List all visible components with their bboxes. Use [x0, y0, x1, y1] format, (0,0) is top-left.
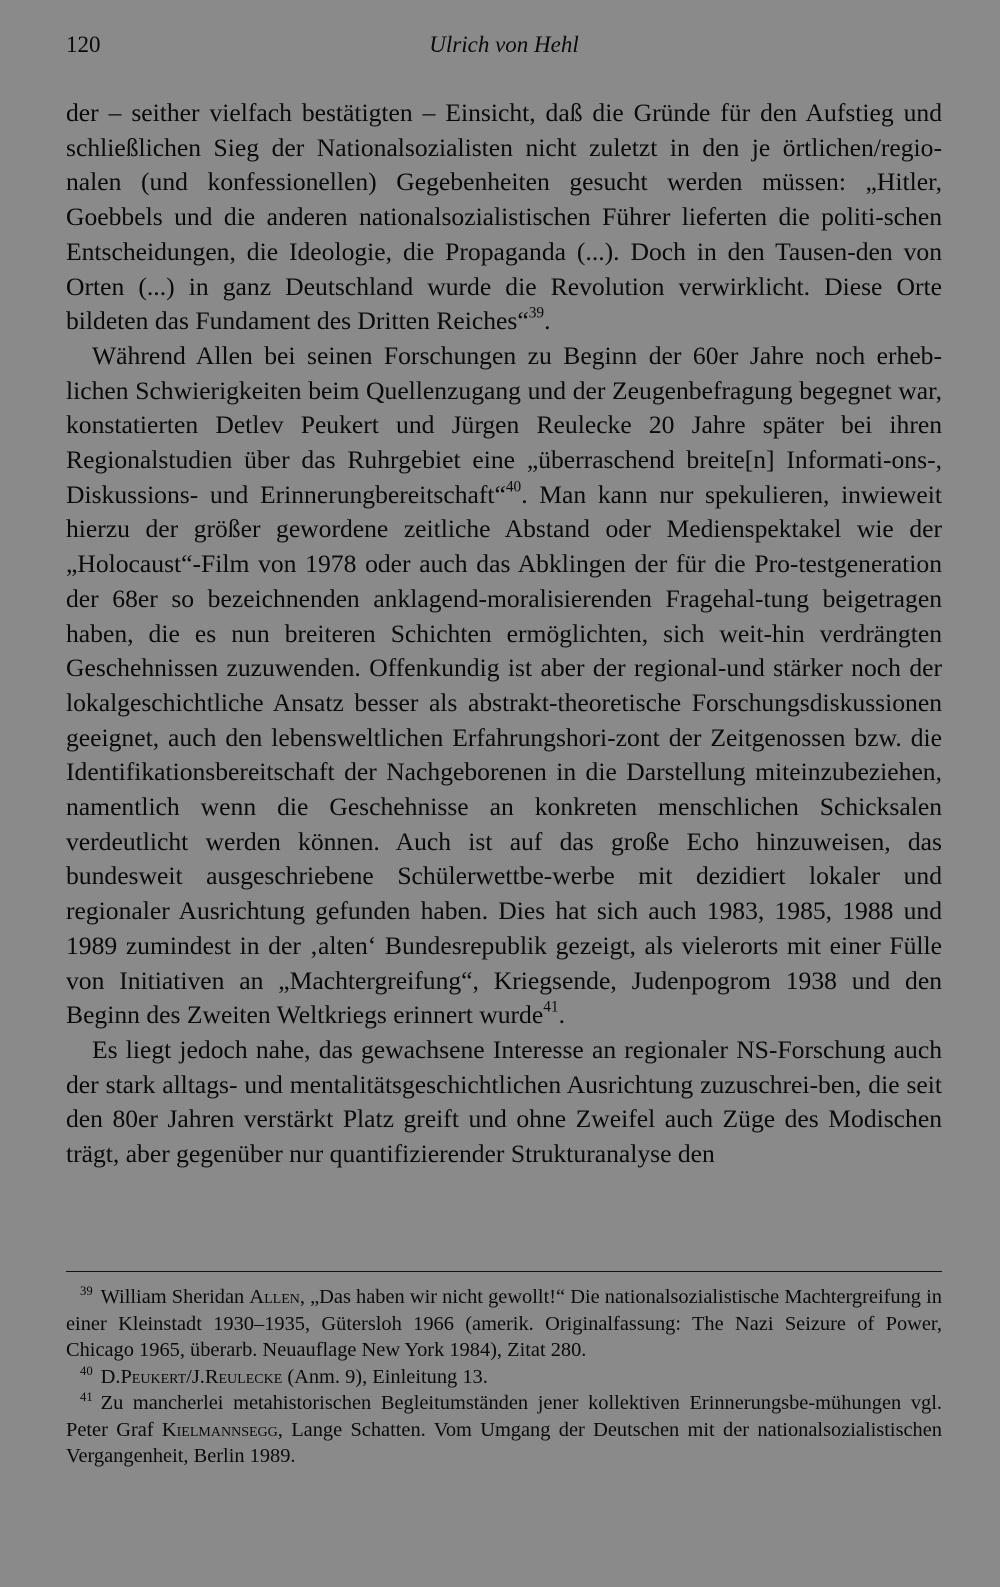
paragraph-tail: . [544, 306, 551, 336]
footnote-author-name: Peukert [120, 1365, 187, 1388]
footnote-text: /J. [186, 1365, 205, 1388]
paragraph-text: der – seither vielfach bestätigten – Einsicht, daß die Gründe für den Aufstieg und schließlichen Sieg der Nationalsozialisten nicht zuletzt in den je örtlichen/regio-nalen (und konfessionellen) Gegebenheiten gesucht werden müssen: „Hitler, Goebbels und die anderen nationalsozialistischen Führer lieferten die politi-schen Entscheidungen, die Ideologie, die Propaganda (...). Doch in den Tausen-den von Orten (...) in ganz Deutschland wurde die Revolution verwirklicht. Diese Orte bildeten das Fundament des Dritten Reiches“ [66, 98, 942, 336]
footnote-marker: 41 [80, 1390, 93, 1405]
footnote-41 [66, 1390, 942, 1470]
footnote-reference: 41 [543, 998, 559, 1016]
running-head-author: Ulrich von Hehl [429, 32, 579, 57]
footnote-reference: 39 [528, 304, 545, 322]
running-head [66, 32, 942, 66]
footnote-marker: 39 [80, 1284, 93, 1299]
footnote-39 [66, 1284, 942, 1364]
paragraph-text: Es liegt jedoch nahe, das gewachsene Interesse an regionaler NS-Forschung auch der stark alltags- und mentalitätsgeschichtlichen Ausrichtung zuzuschrei-ben, die seit den 80er Jahren verstärkt Platz greift und ohne Zweifel auch Züge des Modischen trägt, aber gegenüber nur quantifizierender Strukturanalyse den [66, 1034, 942, 1169]
footnote-author-name: Kielmannsegg [161, 1418, 278, 1441]
footnote-text: Zu mancherlei metahistorischen Begleitumständen jener kollektiven Erinnerungsbe-mühungen vgl. Peter Graf [66, 1392, 942, 1441]
paragraph-tail: . [558, 1000, 565, 1030]
footnotes [66, 1284, 942, 1470]
footnote-author-name: Reulecke [204, 1365, 283, 1388]
main-text [66, 96, 942, 1172]
paragraph [66, 339, 942, 1033]
paragraph [66, 1033, 942, 1172]
footnote-text: D. [100, 1365, 121, 1388]
footnote-text: (Anm. 9), Einleitung 13. [282, 1365, 488, 1388]
footnote-text: William Sheridan [100, 1286, 250, 1308]
footnote-marker: 40 [80, 1363, 93, 1378]
footnote-40 [66, 1364, 942, 1391]
paragraph-text: Während Allen bei seinen Forschungen zu Beginn der 60er Jahre noch erheb-lichen Schwierigkeiten beim Quellenzugang und der Zeugenbefragung begegnet war, konstatierten Detlev Peukert und Jürgen Reulecke 20 Jahre später bei ihren Regionalstudien über das Ruhrgebiet eine „überraschend breite[n] Informati-ons-, Diskussions- und Erinnerungbereitschaft“ [66, 340, 942, 509]
paragraph-tail: . Man kann nur spekulieren, inwieweit hierzu der größer gewordene zeitliche Abstand oder Medienspektakel wie der „Holocaust“-Film von 1978 oder auch das Abklingen der für die Pro-testgeneration der 68er so bezeichnenden anklagend-moralisierenden Fragehal-tung beigetragen haben, die es nun breiteren Schichten ermöglichten, sich weit-hin verdrängten Geschehnissen zuzuwenden. Offenkundig ist aber der regional-und stärker noch der lokalgeschichtliche Ansatz besser als abstrakt-theoretische Forschungsdiskussionen geeignet, auch den lebensweltlichen Erfahrungshori-zont der Zeitgenossen bzw. die Identifikationsbereitschaft der Nachgeborenen in die Darstellung miteinzubeziehen, namentlich wenn die Geschehnisse an konkreten menschlichen Schicksalen verdeutlicht werden können. Auch ist auf das große Echo hinzuweisen, das bundesweit ausgeschriebene Schülerwettbe-werbe mit dezidiert lokaler und regionaler Ausrichtung gefunden haben. Dies hat sich auch 1983, 1985, 1988 und 1989 zumindest in der ‚alten‘ Bundesrepublik gezeigt, als vielerorts mit einer Fülle von Initiativen an „Machtergreifung“, Kriegsende, Judenpogrom 1938 und den Beginn des Zweiten Weltkriegs erinnert wurde [66, 479, 942, 1030]
footnote-reference: 40 [505, 478, 522, 496]
footnote-divider [66, 1271, 942, 1272]
paragraph [66, 96, 942, 339]
page-number: 120 [66, 32, 101, 57]
footnote-text: , Lange Schatten. Vom Umgang der Deutschen mit der nationalsozialistischen Vergangenheit, Berlin 1989. [66, 1418, 943, 1467]
footnote-text: , „Das haben wir nicht gewollt!“ Die nationalsozialistische Machtergreifung in einer Kleinstadt 1930–1935, Gütersloh 1966 (amerik. Originalfassung: The Nazi Seizure of Power, Chicago 1965, überarb. Neuauflage New York 1984), Zitat 280. [66, 1286, 942, 1361]
footnote-author-name: Allen [249, 1286, 300, 1308]
